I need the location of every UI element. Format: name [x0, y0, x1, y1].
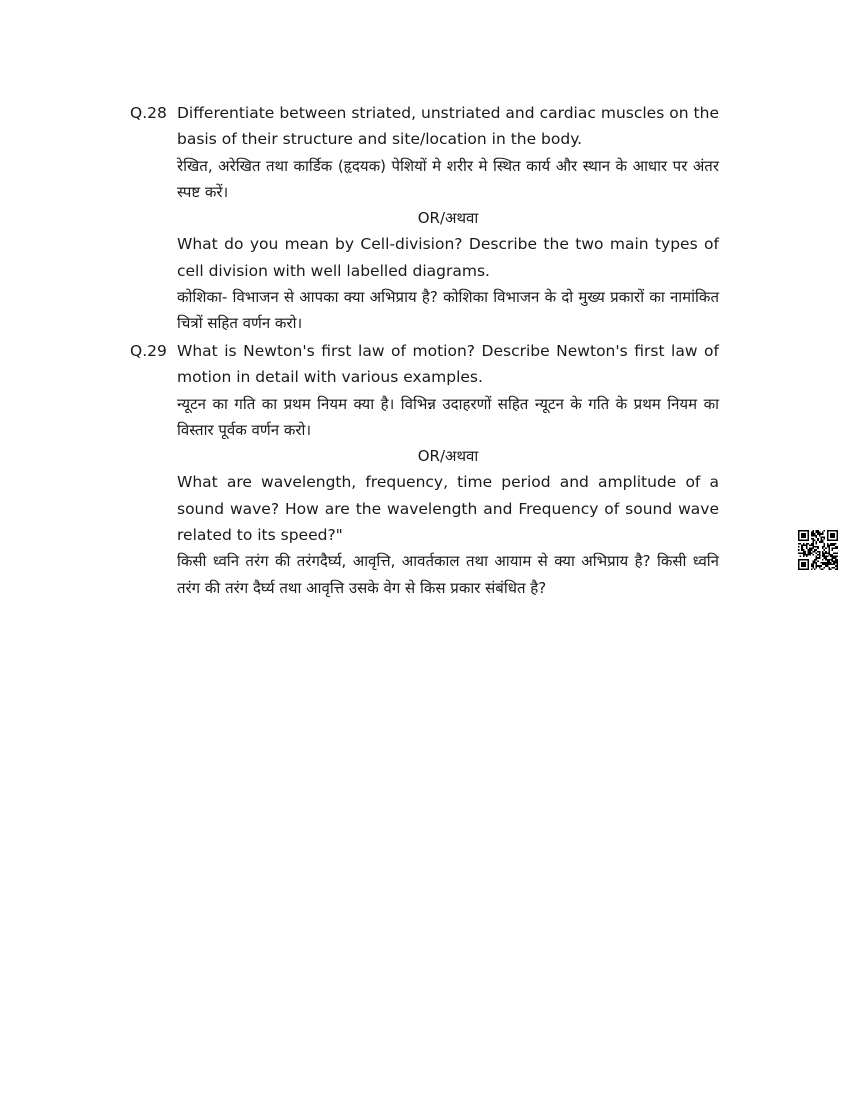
or-separator: OR/अथवा: [417, 447, 479, 466]
question-number: Q.29: [130, 342, 167, 360]
alternate-question-english: What do you mean by Cell-division? Describe the two main types of cell division with well labelled diagrams.: [177, 235, 719, 280]
question-body: [177, 338, 719, 601]
alternate-question-english: What are wavelength, frequency, time period and amplitude of a sound wave? How are the wavelength and Frequency of sound wave related to its speed?": [177, 473, 719, 545]
question-text-english: What is Newton's first law of motion? Describe Newton's first law of motion in detail with various examples.: [177, 342, 719, 387]
question-text-hindi: रेखित, अरेखित तथा कार्डिक (हृदयक) पेशियों मे शरीर मे स्थित कार्य और स्थान के आधार पर अंतर स्पष्ट करें।: [177, 156, 719, 201]
alternate-question-hindi: किसी ध्वनि तरंग की तरंगदैर्घ्य, आवृत्ति, आवर्तकाल तथा आयाम से क्या अभिप्राय है? किसी ध्वनि तरंग की तरंग दैर्घ्य तथा आवृत्ति उसके वेग से किस प्रकार संबंधित है?: [177, 552, 719, 597]
question-text-english: Differentiate between striated, unstriated and cardiac muscles on the basis of their structure and site/location in the body.: [177, 104, 719, 149]
or-separator: OR/अथवा: [417, 209, 479, 228]
question-body: [177, 100, 719, 337]
question-number: Q.28: [130, 104, 167, 122]
question-text-hindi: न्यूटन का गति का प्रथम नियम क्या है। विभिन्न उदाहरणों सहित न्यूटन के गति के प्रथम नियम का विस्तार पूर्वक वर्णन करो।: [177, 394, 719, 439]
alternate-question-hindi: कोशिका- विभाजन से आपका क्या अभिप्राय है? कोशिका विभाजन के दो मुख्य प्रकारों का नामांकित चित्रों सहित वर्णन करो।: [177, 288, 719, 333]
qr-code-icon: [798, 530, 838, 570]
